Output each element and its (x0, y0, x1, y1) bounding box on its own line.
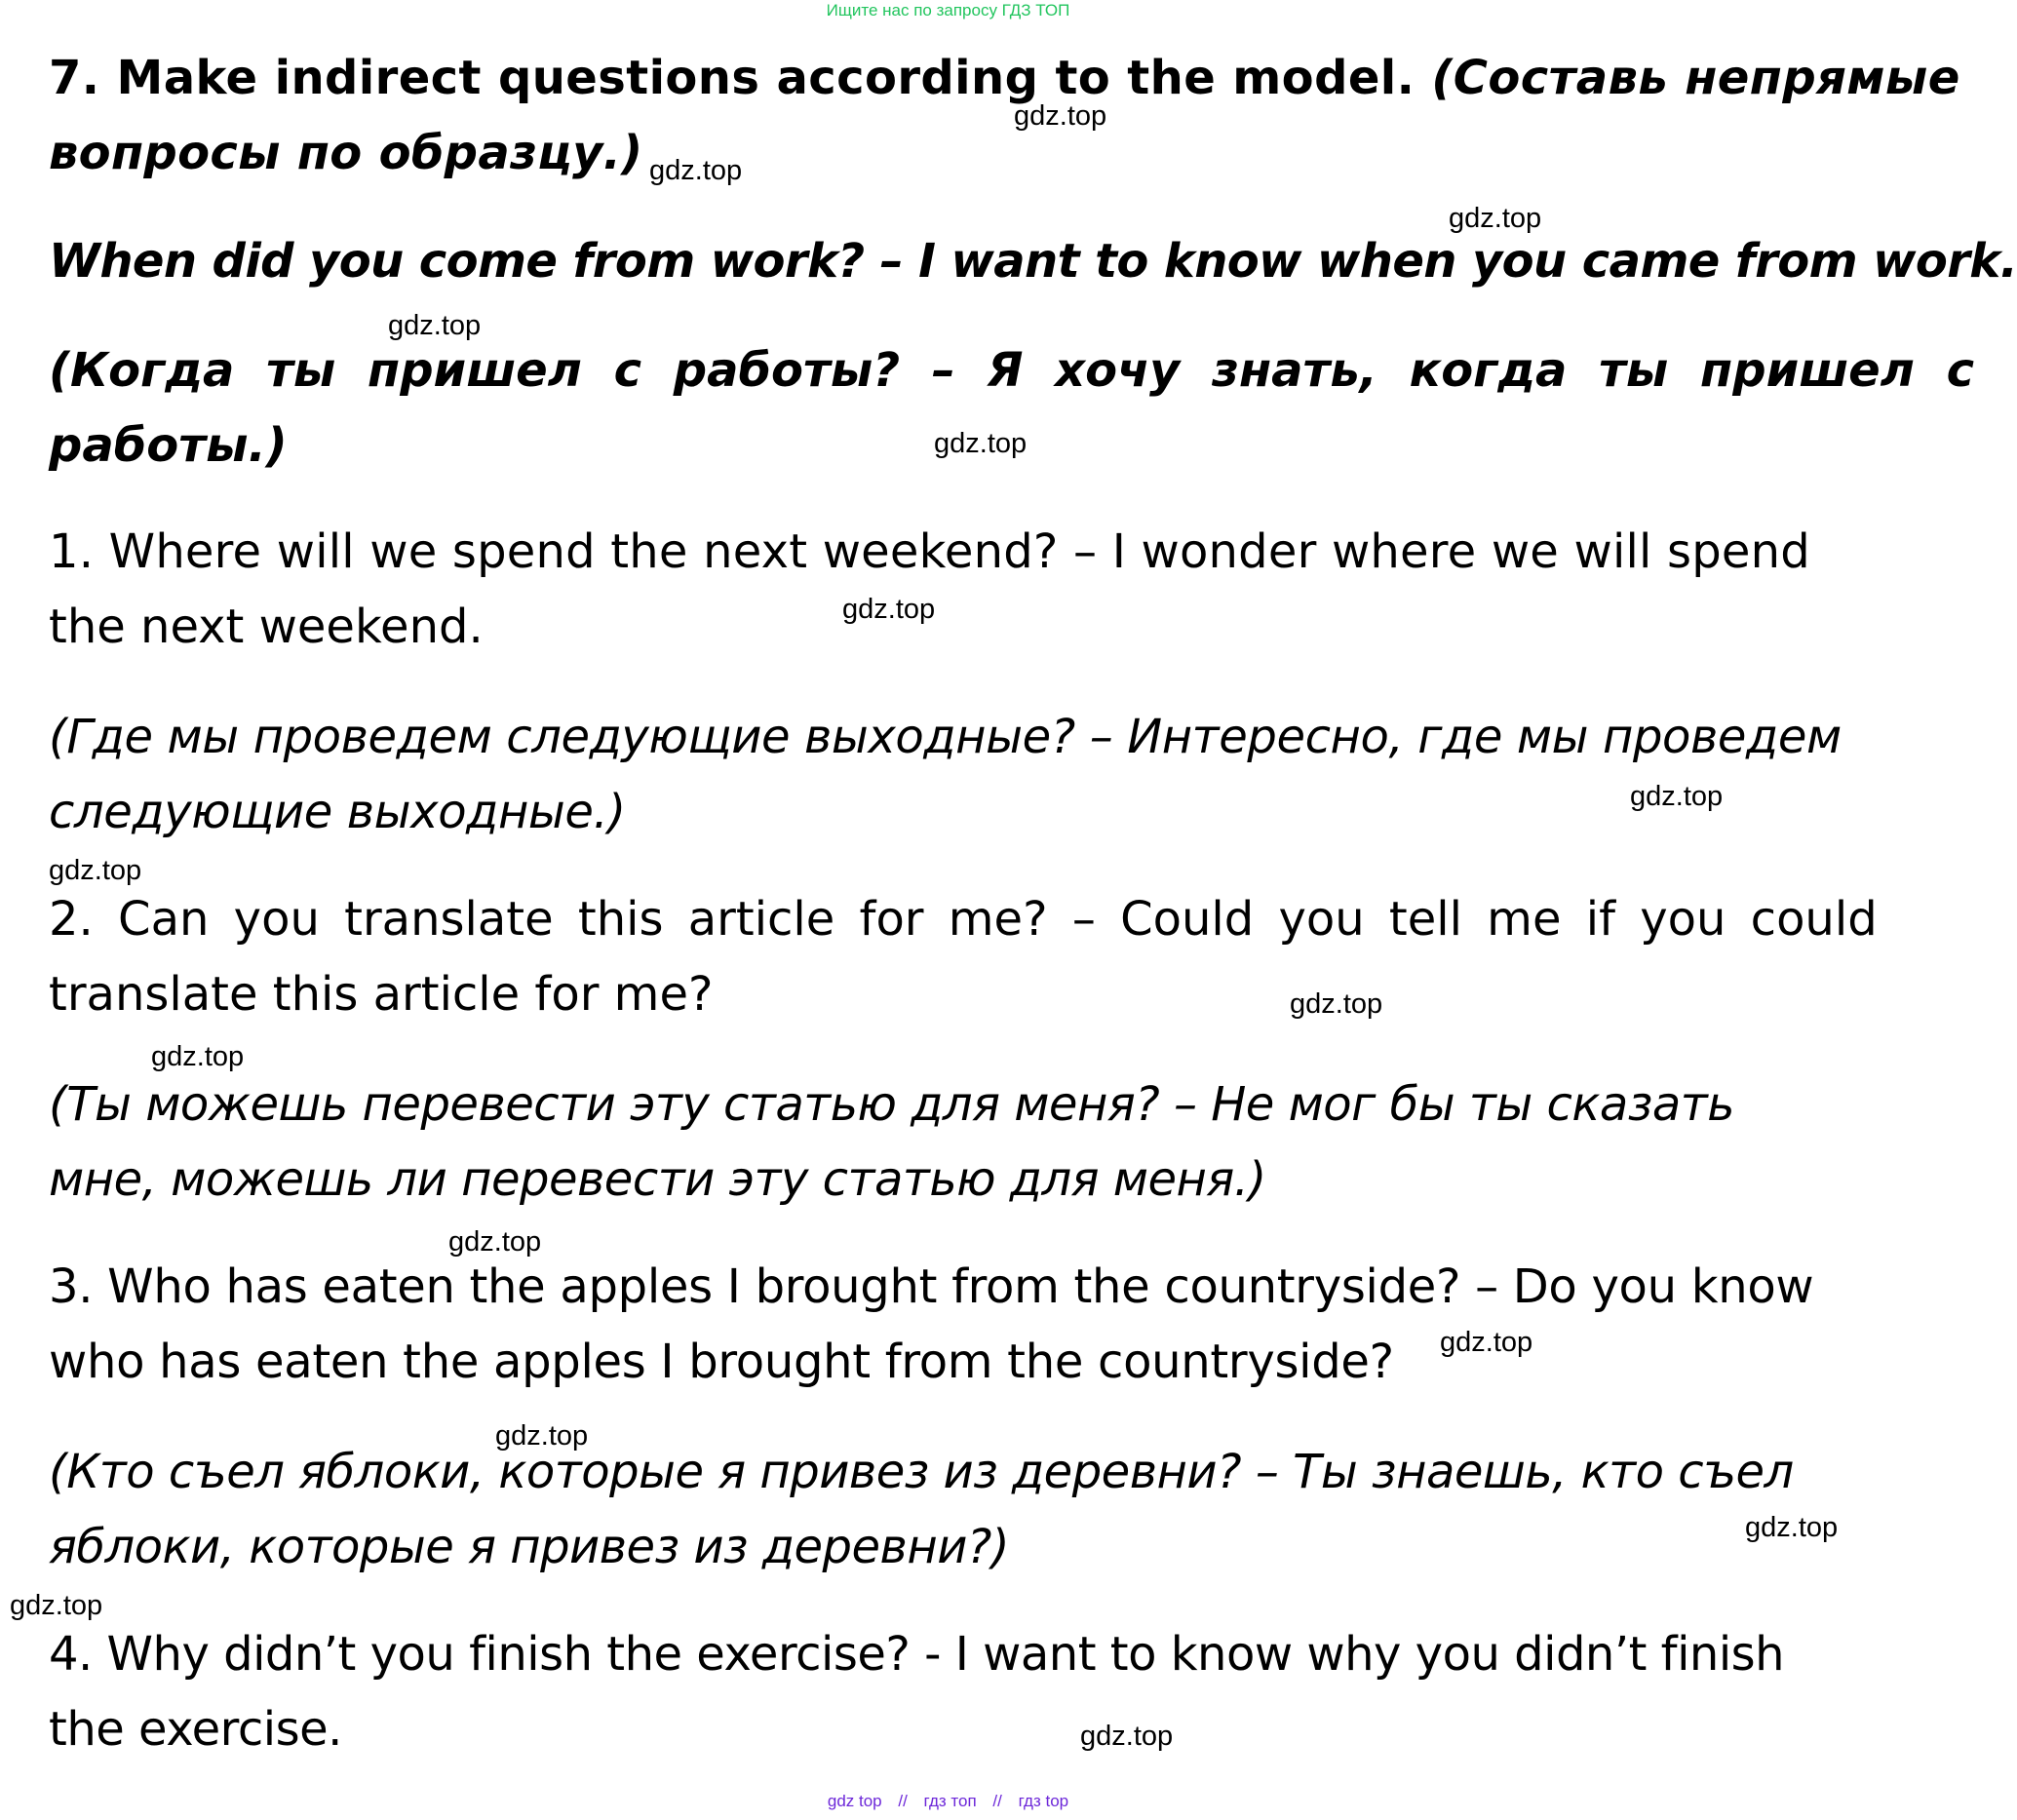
watermark: gdz.top (1745, 1512, 1839, 1543)
task-title-ru-cont: вопросы по образцу.) (49, 126, 643, 180)
watermark: gdz.top (495, 1420, 589, 1452)
item-3-en: 3. Who has eaten the apples I brought from the countryside? – Do you know who has eaten the apples I brought from the countryside? (49, 1259, 1814, 1389)
footer-separator: // (898, 1792, 908, 1810)
task-title-en: 7. Make indirect questions according to the model. (49, 51, 1416, 105)
watermark: gdz.top (151, 1041, 245, 1072)
watermark: gdz.top (842, 594, 936, 625)
watermark: gdz.top (10, 1590, 103, 1621)
watermark: gdz.top (388, 310, 482, 341)
item-1-ru: (Где мы проведем следующие выходные? – Интересно, где мы проведем следующие выходные.) (49, 710, 1842, 839)
footer-link-gdz-top[interactable]: gdz top (827, 1792, 882, 1810)
watermark: gdz.top (1290, 988, 1383, 1020)
item-2-ru: (Ты можешь перевести эту статью для меня? – Не мог бы ты сказать мне, можешь ли перевести эту статью для меня.) (49, 1077, 1734, 1207)
watermark: gdz.top (1449, 203, 1542, 234)
watermark: gdz.top (1440, 1327, 1533, 1358)
item-2-en: 2. Can you translate this article for me? – Could you tell me if you could translate this article for me? (49, 892, 1878, 1022)
footer-link-gdz-top-ru[interactable]: гдз топ (923, 1792, 977, 1810)
footer-separator: // (992, 1792, 1002, 1810)
task-title-ru: (Составь непрямые (1431, 51, 1960, 105)
watermark: gdz.top (49, 855, 142, 886)
item-4-en: 4. Why didn’t you finish the exercise? - I want to know why you didn’t finish the exercise. (49, 1627, 1785, 1757)
model-example-en: When did you come from work? – I want to know when you came from work. (49, 234, 2017, 289)
footer-link-gdz-top-mixed[interactable]: гдз top (1018, 1792, 1069, 1810)
item-1-en: 1. Where will we spend the next weekend? – I wonder where we will spend the next weekend. (49, 524, 1810, 654)
watermark: gdz.top (934, 428, 1028, 459)
task-heading (49, 41, 1960, 191)
watermark: gdz.top (1080, 1721, 1174, 1752)
watermark: gdz.top (1630, 781, 1724, 812)
model-example-ru: (Когда ты пришел с работы? – Я хочу знать, когда ты пришел с работы.) (49, 343, 1975, 473)
footer-links (0, 1791, 1896, 1812)
top-banner[interactable]: Ищите нас по запросу ГДЗ ТОП (826, 1, 1070, 19)
item-3-ru: (Кто съел яблоки, которые я привез из деревни? – Ты знаешь, кто съел яблоки, которые я привез из деревни?) (49, 1445, 1794, 1574)
watermark: gdz.top (649, 155, 743, 186)
watermark: gdz.top (1014, 100, 1107, 132)
watermark: gdz.top (448, 1226, 542, 1258)
